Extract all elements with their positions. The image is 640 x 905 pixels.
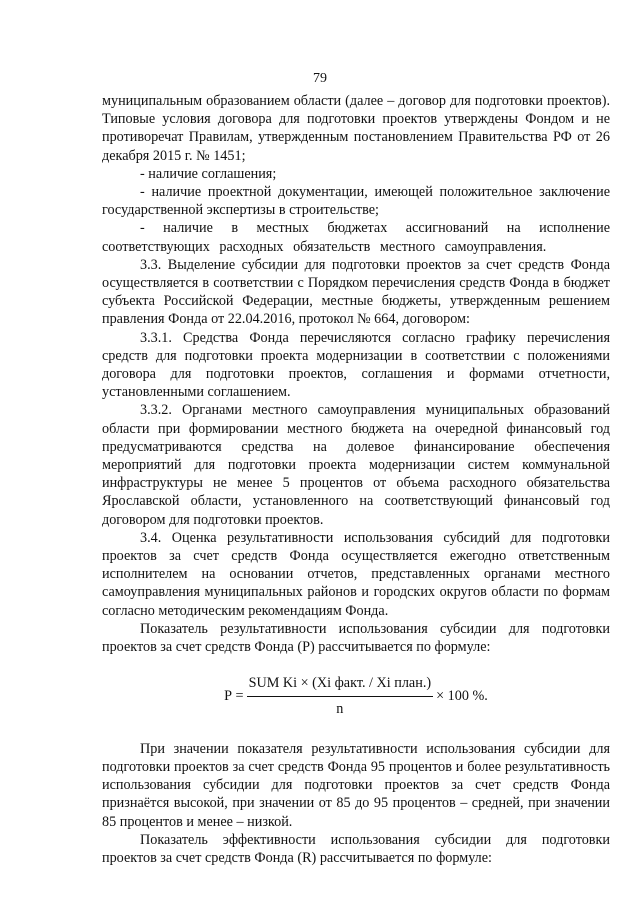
list-item-agreement: - наличие соглашения; (140, 165, 277, 182)
paragraph-effectiveness-indicator-intro: Показатель результативности использования субсидии для подготовки проектов за счет средств Фонда (Р) рассчитывается по формуле: (102, 620, 610, 656)
paragraph-efficiency-indicator-intro: Показатель эффективности использования субсидии для подготовки проектов за счет средств Фонда (R) рассчитывается по формуле: (102, 831, 610, 866)
paragraph-3-3-1: 3.3.1. Средства Фонда перечисляются согласно графику перечисления средств для подготовки проекта модернизации в соответствии с положениями договора для подготовки проектов, соглашения и формами отчетности, установленными соглашением. (102, 329, 610, 401)
list-item-budget-allocations: - наличие в местных бюджетах ассигнований на исполнение соответствующих расходных обязательств местного самоуправления. (102, 220, 610, 255)
list-item-project-documentation: - наличие проектной документации, имеющей положительное заключение государственной экспертизы в строительстве; (102, 184, 610, 219)
formula-p (102, 674, 610, 717)
paragraph-3-3-2: 3.3.2. Органами местного самоуправления муниципальных образований области при формировании местного бюджета на очередной финансовый год предусматриваются средства на долевое финансирование обеспечения мероприятий для подготовки проекта модернизации систем коммунальной инфраструктуры не менее 5 процентов от объема расходного обязательства Ярославской области, установленного на соответствующий финансовый год договором для подготовки проектов. (102, 402, 610, 528)
formula-fraction (247, 674, 434, 717)
document-body (102, 92, 610, 867)
formula-lhs: Р = (224, 687, 244, 704)
formula-tail: × 100 %. (436, 687, 488, 704)
paragraph-3-3: 3.3. Выделение субсидии для подготовки проектов за счет средств Фонда осуществляется в соответствии с Порядком перечисления средств Фонда в бюджет субъекта Российской Федерации, местные бюджеты, утвержденным решением правления Фонда от 22.04.2016, протокол № 664, договором: (102, 256, 610, 328)
formula-numerator: SUM Ki × (Xi факт. / Xi план.) (247, 674, 434, 696)
page-number: 79 (313, 71, 327, 86)
formula-denominator: n (336, 700, 344, 717)
paragraph-contract-continued: муниципальным образованием области (далее – договор для подготовки проектов). Типовые условия договора для подготовки проектов утверждены Фондом и не противоречат Правилам, утвержденным постановлением Правительства РФ от 26 декабря 2015 г. № 1451; (102, 93, 610, 164)
paragraph-result-thresholds: При значении показателя результативности использования субсидии для подготовки проектов за счет средств Фонда 95 процентов и более результативность использования субсидии для подготовки проектов за счет средств Фонда признаётся высокой, при значении от 85 до 95 процентов – средней, при значении 85 процентов и менее – низкой. (102, 740, 610, 830)
paragraph-3-4: 3.4. Оценка результативности использования субсидий для подготовки проектов за счет средств Фонда осуществляется ежегодно ответственным исполнителем на основании отчетов, представленных органами местного самоуправления муниципальных районов и городских округов области по формам согласно методическим рекомендациям Фонда. (102, 529, 610, 619)
